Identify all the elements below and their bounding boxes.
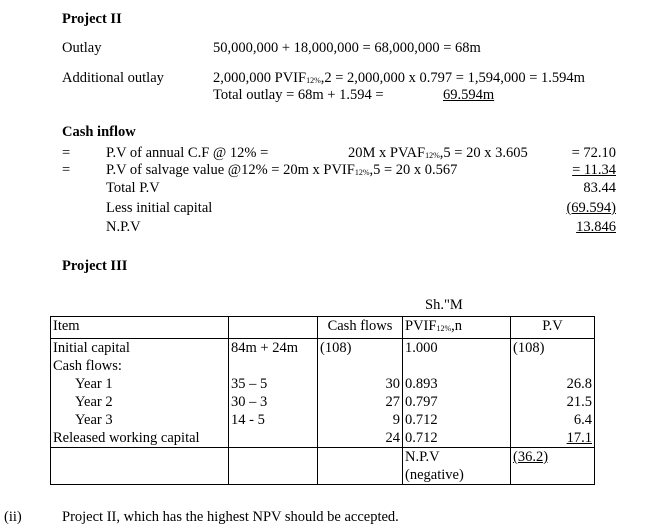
table-header-row xyxy=(51,317,595,339)
project3-table xyxy=(50,316,595,485)
header-calc xyxy=(229,317,318,339)
cash-flows-label: Cash flows: xyxy=(51,357,229,375)
released-pvif: 0.712 xyxy=(403,429,511,448)
initial-calc: 84m + 24m xyxy=(229,339,318,358)
total-outlay-value: 69.594m xyxy=(443,87,495,103)
year1-pvif: 0.893 xyxy=(403,375,511,393)
npv-label: N.P.V xyxy=(106,219,141,235)
outlay-label: Outlay xyxy=(62,40,102,56)
year3-calc: 14 - 5 xyxy=(229,411,318,429)
additional-outlay-label: Additional outlay xyxy=(62,70,164,86)
year3-pv: 6.4 xyxy=(511,411,595,429)
row2-label: P.V of salvage value @12% = 20m x $PVIF_{12\%},5 = 20$ x 0.567 xyxy=(106,162,458,178)
header-cash-flows: Cash flows xyxy=(318,317,403,339)
header-item: Item xyxy=(51,317,229,339)
npv-label-line2: (negative) xyxy=(405,467,464,483)
released-item: Released working capital xyxy=(51,429,229,448)
project2-heading: Project II xyxy=(62,11,122,27)
outlay-calc: 50,000,000 + 18,000,000 = 68,000,000 = 68m xyxy=(213,40,481,56)
year2-pv: 21.5 xyxy=(511,393,595,411)
total-pv-label: Total P.V xyxy=(106,180,160,196)
header-pv: P.V xyxy=(511,317,595,339)
npv-row xyxy=(51,448,595,485)
npv-value: 13.846 xyxy=(576,219,616,235)
conclusion-marker: (ii) xyxy=(4,509,22,525)
initial-pv: (108) xyxy=(511,339,595,358)
cash-inflow-heading: Cash inflow xyxy=(62,124,136,140)
total-pv-value: 83.44 xyxy=(583,180,616,196)
year1-pv: 26.8 xyxy=(511,375,595,393)
row1-calc: 20M x $PVAF_{12\%},5 = 20$ x 3.605 xyxy=(348,145,528,161)
total-outlay-text: Total outlay = 68m + 1.594 = xyxy=(213,87,384,103)
year1-item: Year 1 xyxy=(51,375,229,393)
year3-cf: 9 xyxy=(318,411,403,429)
table-row xyxy=(51,411,595,429)
table-row xyxy=(51,393,595,411)
year3-item: Year 3 xyxy=(51,411,229,429)
table-row xyxy=(51,339,595,358)
year3-pvif: 0.712 xyxy=(403,411,511,429)
row1-value: = 72.10 xyxy=(571,145,616,161)
table-row xyxy=(51,375,595,393)
released-cf: 24 xyxy=(318,429,403,448)
row1-sign: = xyxy=(62,145,71,161)
year2-item: Year 2 xyxy=(51,393,229,411)
conclusion-text: Project II, which has the highest NPV should be accepted. xyxy=(62,509,399,525)
less-initial-value: (69.594) xyxy=(566,200,616,216)
additional-outlay-calc: 2,000,000 $PVIF_{12\%},2 = 2,000,000$ x 0.797 = 1,594,000 = 1.594m xyxy=(213,70,585,86)
row2-sign: = xyxy=(62,162,71,178)
project3-heading: Project III xyxy=(62,258,128,274)
year2-cf: 27 xyxy=(318,393,403,411)
initial-pvif: 1.000 xyxy=(403,339,511,358)
year2-calc: 30 – 3 xyxy=(229,393,318,411)
npv-label-line1: N.P.V xyxy=(405,449,440,465)
released-pv: 17.1 xyxy=(511,429,595,448)
currency-note: Sh."M xyxy=(425,297,463,313)
table-row xyxy=(51,429,595,448)
initial-cf: (108) xyxy=(318,339,403,358)
row1-label: P.V of annual C.F @ 12% = xyxy=(106,145,269,161)
row2-value: = 11.34 xyxy=(572,162,616,178)
npv-negative-value: (36.2) xyxy=(511,448,595,485)
year1-cf: 30 xyxy=(318,375,403,393)
header-pvif: $PVIF_{12\%},n$ xyxy=(403,317,511,339)
year1-calc: 35 – 5 xyxy=(229,375,318,393)
npv-negative-label xyxy=(403,448,511,485)
table-row xyxy=(51,357,595,375)
initial-item: Initial capital xyxy=(51,339,229,358)
less-initial-label: Less initial capital xyxy=(106,200,213,216)
year2-pvif: 0.797 xyxy=(403,393,511,411)
